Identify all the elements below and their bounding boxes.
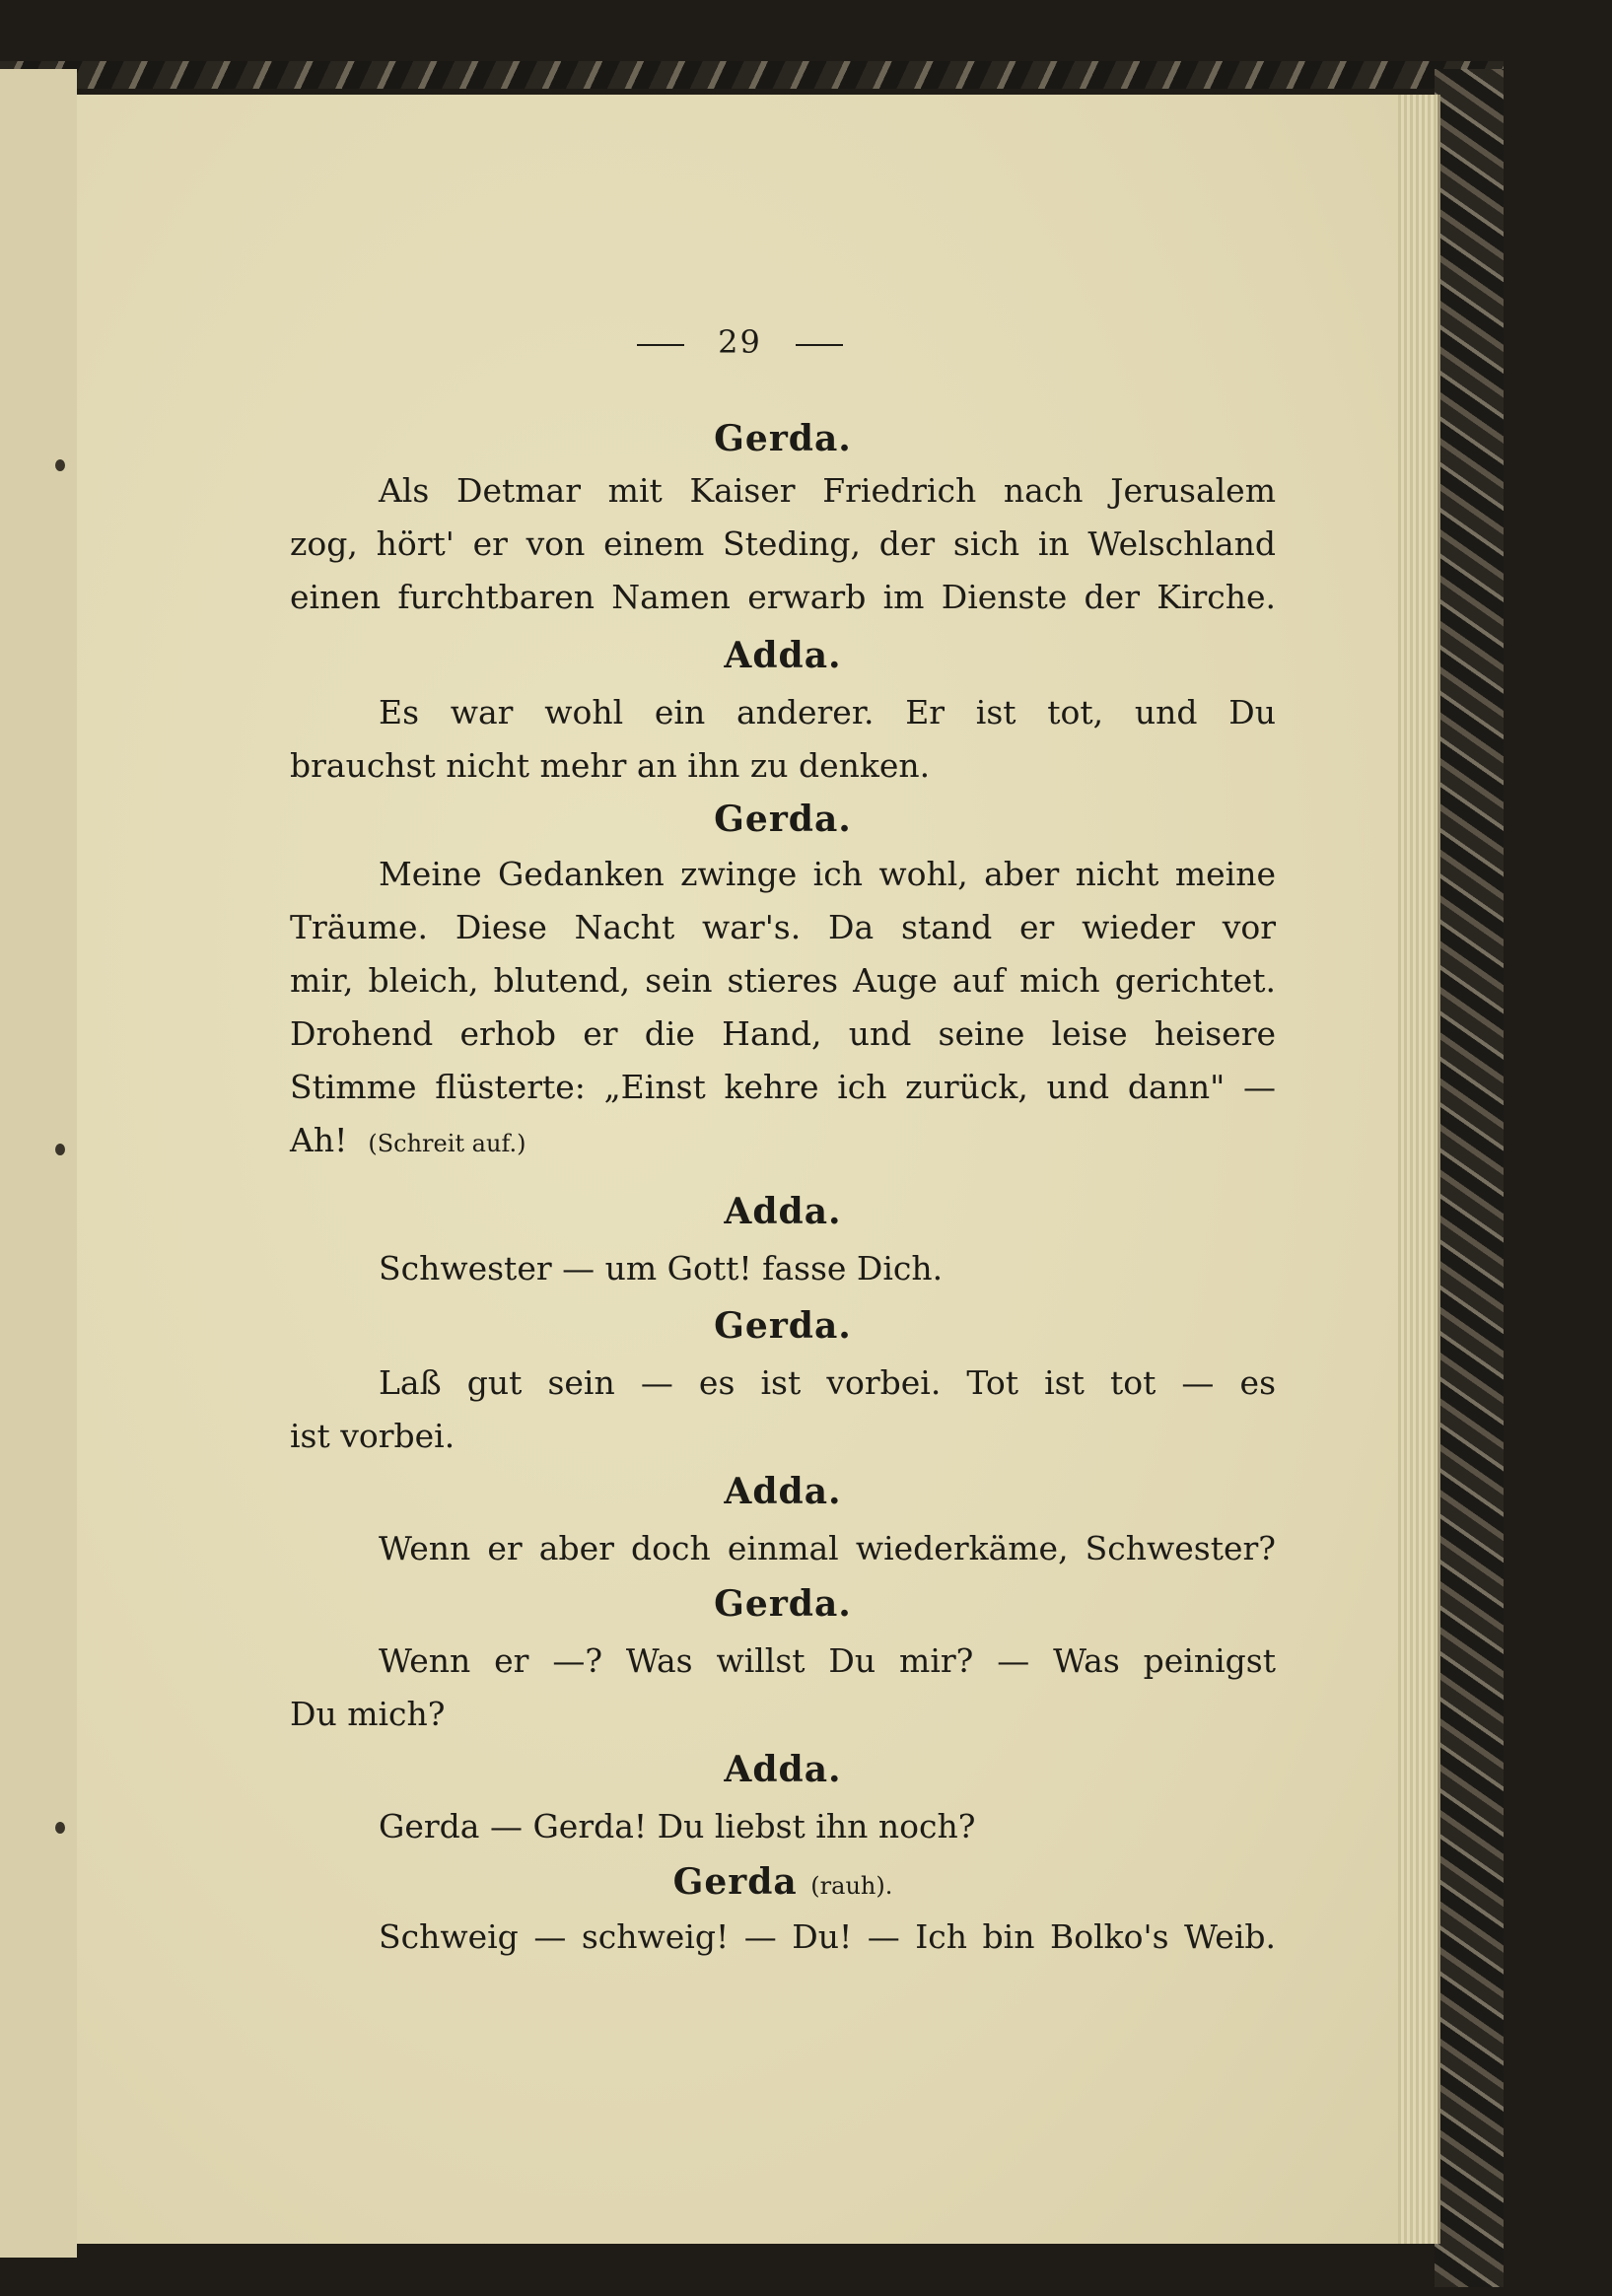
text-line: Stimme flüsterte: „Einst kehre ich zurück, und dann" — bbox=[290, 1068, 1276, 1106]
page-number: 29 bbox=[77, 323, 1403, 361]
text-line: Als Detmar mit Kaiser Friedrich nach Jerusalem bbox=[379, 471, 1276, 510]
text-line: einen furchtbaren Namen erwarb im Dienste der Kirche. bbox=[290, 578, 1276, 616]
text-line: Drohend erhob er die Hand, und seine leise heisere bbox=[290, 1014, 1276, 1053]
book-cover-marbled-edge bbox=[1435, 69, 1504, 2287]
book-page bbox=[77, 95, 1403, 2244]
text-line: Du mich? bbox=[290, 1695, 446, 1733]
speaker-heading: Adda. bbox=[724, 1471, 842, 1512]
text-line: Schwester — um Gott! fasse Dich. bbox=[379, 1249, 944, 1287]
text-line: Wenn er —? Was willst Du mir? — Was peinigst bbox=[379, 1641, 1276, 1680]
text-line: Es war wohl ein anderer. Er ist tot, und Du bbox=[379, 693, 1276, 731]
text-line: mir, bleich, blutend, sein stieres Auge auf mich gerichtet. bbox=[290, 961, 1276, 1000]
stage-direction: (rauh). bbox=[810, 1872, 893, 1900]
text-line: Träume. Diese Nacht war's. Da stand er wieder vor bbox=[290, 908, 1276, 946]
facing-page-edge bbox=[0, 69, 77, 2258]
text-line: Laß gut sein — es ist vorbei. Tot ist tot — es bbox=[379, 1363, 1276, 1402]
book-cover-top-edge bbox=[0, 61, 1504, 89]
speaker-heading: Gerda. bbox=[714, 418, 852, 459]
speaker-heading: Adda. bbox=[724, 1191, 842, 1232]
text-line: ist vorbei. bbox=[290, 1417, 456, 1455]
text-line: Gerda — Gerda! Du liebst ihn noch? bbox=[379, 1807, 976, 1845]
speaker-heading: Gerda (rauh). bbox=[672, 1861, 893, 1903]
speaker-heading: Gerda. bbox=[714, 1583, 852, 1625]
stage-direction: (Schreit auf.) bbox=[368, 1130, 526, 1157]
speaker-heading: Adda. bbox=[724, 1749, 842, 1790]
text-line: Ah! (Schreit auf.) bbox=[290, 1121, 526, 1159]
text-line: zog, hört' er von einem Steding, der sich in Welschland bbox=[290, 524, 1276, 563]
text-line: brauchst nicht mehr an ihn zu denken. bbox=[290, 746, 931, 785]
ink-speck bbox=[55, 1822, 65, 1834]
text-line: Meine Gedanken zwinge ich wohl, aber nicht meine bbox=[379, 855, 1276, 893]
speaker-heading: Adda. bbox=[724, 635, 842, 676]
ink-speck bbox=[55, 459, 65, 471]
speaker-heading: Gerda. bbox=[714, 1305, 852, 1347]
text-line: Schweig — schweig! — Du! — Ich bin Bolko's Weib. bbox=[379, 1917, 1276, 1956]
text-line: Wenn er aber doch einmal wiederkäme, Schwester? bbox=[379, 1529, 1276, 1567]
speaker-heading: Gerda. bbox=[714, 799, 852, 840]
ink-speck bbox=[55, 1144, 65, 1155]
page-stack-edge bbox=[1398, 95, 1440, 2244]
